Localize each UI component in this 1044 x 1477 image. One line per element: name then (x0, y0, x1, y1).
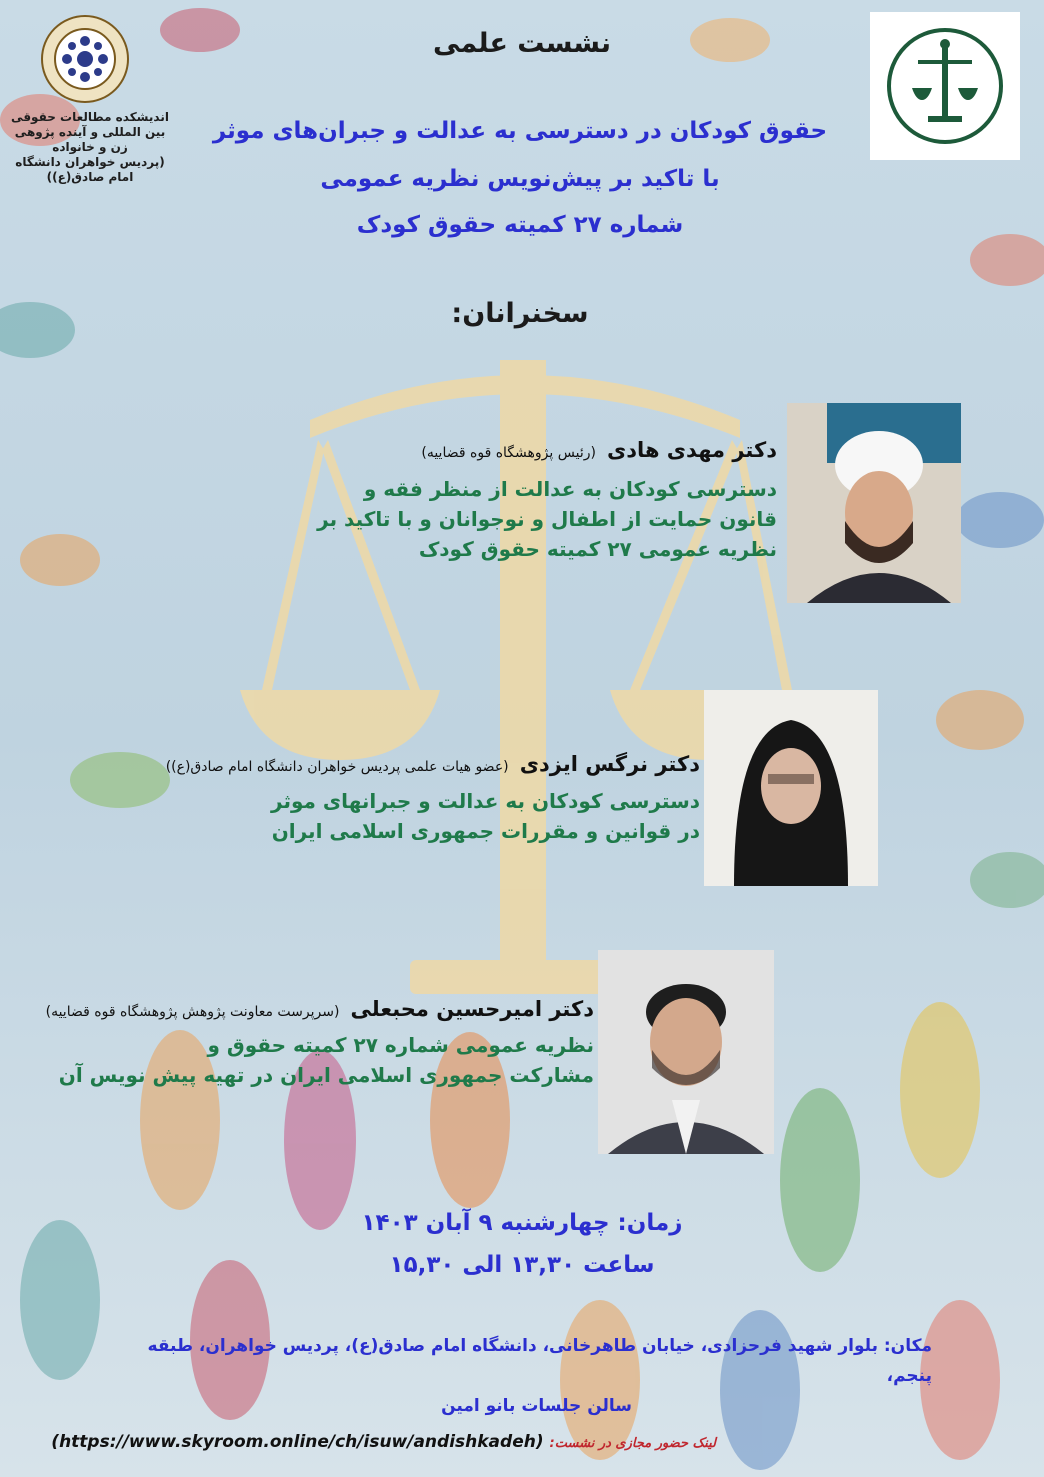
speaker-1-topic (277, 474, 777, 564)
speaker-3-photo (598, 950, 774, 1154)
topic-line: دسترسی کودکان به عدالت از منظر فقه و (363, 477, 777, 501)
organizer-line: (پردیس خواهران دانشگاه (15, 155, 165, 169)
speaker-2-name: دکتر نرگس ایزدی (519, 752, 700, 776)
organizer-line: اندیشکده مطالعات حقوقی (11, 110, 169, 124)
speaker-3-heading (46, 997, 594, 1021)
event-time: ساعت ۱۳,۳۰ الی ۱۵,۳۰ (389, 1252, 655, 1278)
topic-line: نظریه عمومی شماره ۲۷ کمیته حقوق و (207, 1033, 594, 1057)
speaker-3-topic (34, 1030, 594, 1090)
organizer-name (4, 110, 176, 185)
speaker-2-heading (166, 752, 700, 776)
event-location (102, 1331, 932, 1421)
speaker-1-name: دکتر مهدی هادی (607, 438, 777, 462)
speaker-1-heading (421, 438, 777, 462)
speaker-2-topic (200, 786, 700, 846)
topic-line: در قوانین و مقررات جمهوری اسلامی ایران (271, 819, 700, 843)
event-date: زمان: چهارشنبه ۹ آبان ۱۴۰۳ (361, 1210, 683, 1236)
event-title-line-2: با تاکید بر پیش‌نویس نظریه عمومی (320, 166, 720, 192)
event-title-line-1: حقوق کودکان در دسترسی به عدالت و جبران‌های موثر (212, 118, 828, 144)
university-seal-logo (40, 14, 130, 104)
organizer-line: امام صادق(ع)) (46, 170, 134, 184)
speaker-2-role: (عضو هیات علمی پردیس خواهران دانشگاه امام صادق(ع)) (165, 759, 509, 775)
speaker-3-name: دکتر امیرحسین محبعلی (350, 997, 594, 1021)
scales-emblem-icon (870, 12, 1020, 160)
topic-line: مشارکت جمهوری اسلامی ایران در تهیه پیش نویس آن (58, 1063, 594, 1087)
location-line: سالن جلسات بانو امین (441, 1396, 632, 1416)
event-type-label: نشست علمی (433, 28, 611, 59)
speaker-1-photo (787, 403, 961, 603)
topic-line: قانون حمایت از اطفال و نوجوانان و با تاکید بر (317, 507, 777, 531)
event-title-line-3: شماره ۲۷ کمیته حقوق کودک (356, 212, 684, 238)
online-attendance (51, 1432, 716, 1452)
online-link-label: لینک حضور مجازی در نشست: (549, 1436, 716, 1451)
online-link-url[interactable]: (https://www.skyroom.online/ch/isuw/andishkadeh) (51, 1432, 544, 1452)
speaker-2-photo (704, 690, 878, 886)
speaker-3-role: (سرپرست معاونت پژوهش پژوهشگاه قوه قضاییه) (45, 1004, 340, 1020)
organizer-line: بین المللی و آینده پژوهی (14, 125, 166, 139)
topic-line: نظریه عمومی ۲۷ کمیته حقوق کودک (418, 537, 777, 561)
topic-line: دسترسی کودکان به عدالت و جبرانهای موثر (271, 789, 700, 813)
speakers-heading: سخنرانان: (451, 298, 589, 329)
judiciary-research-logo (870, 12, 1020, 160)
speaker-1-role: (رئیس پژوهشگاه قوه قضاییه) (421, 445, 596, 461)
organizer-line: زن و خانواده (52, 140, 128, 154)
location-line: مکان: بلوار شهید فرحزادی، خیابان طاهرخانی، دانشگاه امام صادق(ع)، پردیس خواهران، طبقه پنجم، (147, 1336, 932, 1386)
